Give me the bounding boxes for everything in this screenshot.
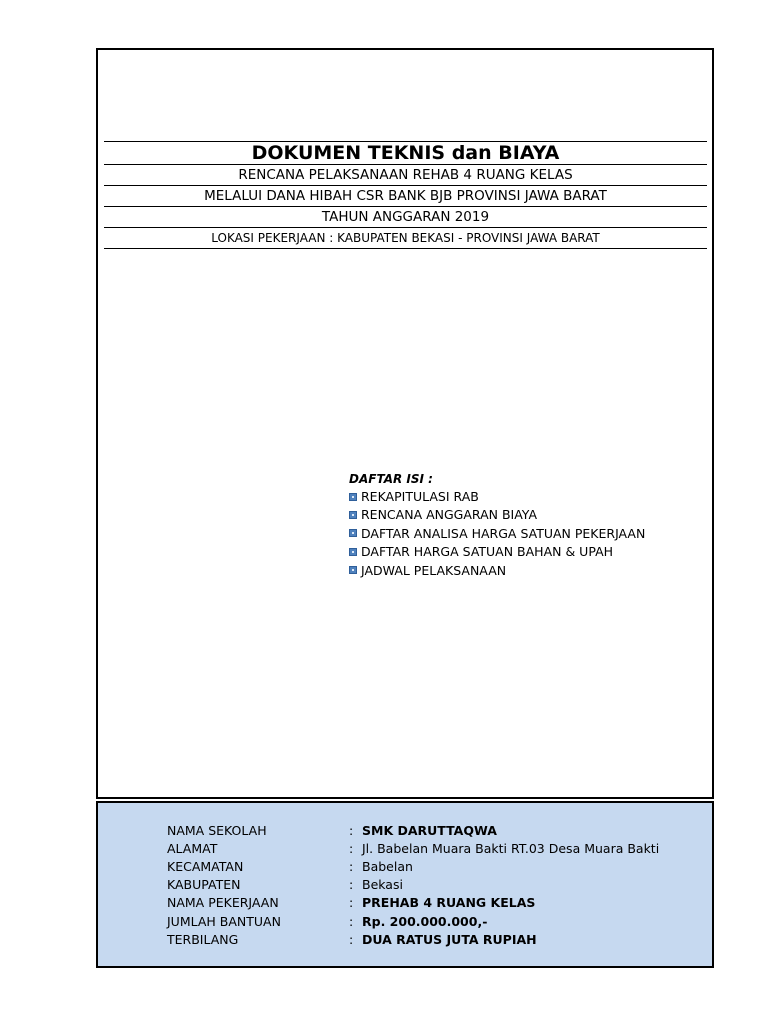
toc-item[interactable] [349, 562, 645, 580]
square-bullet-icon [349, 548, 357, 556]
table-of-contents [349, 470, 645, 580]
info-value: DUA RATUS JUTA RUPIAH [362, 932, 537, 947]
info-colon: : [349, 841, 354, 856]
toc-item-label: RENCANA ANGGARAN BIAYA [361, 507, 538, 523]
toc-heading: DAFTAR ISI : [349, 472, 433, 486]
toc-item-label: REKAPITULASI RAB [361, 489, 479, 504]
square-bullet-icon [349, 511, 357, 519]
document-title: DOKUMEN TEKNIS dan BIAYA [251, 142, 560, 164]
school-info-panel [96, 801, 714, 968]
work-location: LOKASI PEKERJAAN : KABUPATEN BEKASI - PROVINSI JAWA BARAT [211, 231, 600, 245]
toc-item-label: DAFTAR ANALISA HARGA SATUAN PEKERJAAN [361, 525, 646, 541]
square-bullet-icon [349, 493, 357, 501]
info-value: Babelan [362, 859, 413, 874]
funding-line: MELALUI DANA HIBAH CSR BANK BJB PROVINSI JAWA BARAT [204, 188, 607, 204]
fiscal-year: TAHUN ANGGARAN 2019 [321, 209, 490, 225]
cover-frame [96, 48, 714, 799]
info-label: NAMA PEKERJAAN [167, 895, 279, 910]
toc-item[interactable] [349, 506, 645, 524]
square-bullet-icon [349, 529, 357, 537]
info-value: SMK DARUTTAQWA [362, 823, 497, 838]
info-colon: : [349, 823, 354, 838]
project-subtitle: RENCANA PELAKSANAAN REHAB 4 RUANG KELAS [238, 167, 573, 183]
info-colon: : [349, 877, 354, 892]
info-value: Rp. 200.000.000,- [362, 914, 488, 929]
toc-item[interactable] [349, 488, 645, 506]
info-label: KECAMATAN [167, 859, 244, 874]
square-bullet-icon [349, 566, 357, 574]
info-colon: : [349, 895, 354, 910]
info-label: JUMLAH BANTUAN [167, 914, 281, 929]
toc-item[interactable] [349, 543, 645, 561]
info-value: Bekasi [362, 877, 403, 892]
toc-item-label: DAFTAR HARGA SATUAN BAHAN & UPAH [361, 544, 614, 560]
info-colon: : [349, 914, 354, 929]
info-value: Jl. Babelan Muara Bakti RT.03 Desa Muara Bakti [362, 841, 660, 856]
divider-line [104, 248, 707, 249]
info-label: ALAMAT [167, 841, 218, 856]
info-value: PREHAB 4 RUANG KELAS [362, 895, 536, 910]
info-colon: : [349, 859, 354, 874]
info-label: NAMA SEKOLAH [167, 823, 267, 838]
info-label: KABUPATEN [167, 877, 241, 892]
info-label: TERBILANG [167, 932, 239, 947]
toc-item[interactable] [349, 525, 645, 543]
toc-item-label: JADWAL PELAKSANAAN [361, 562, 507, 578]
info-colon: : [349, 932, 354, 947]
